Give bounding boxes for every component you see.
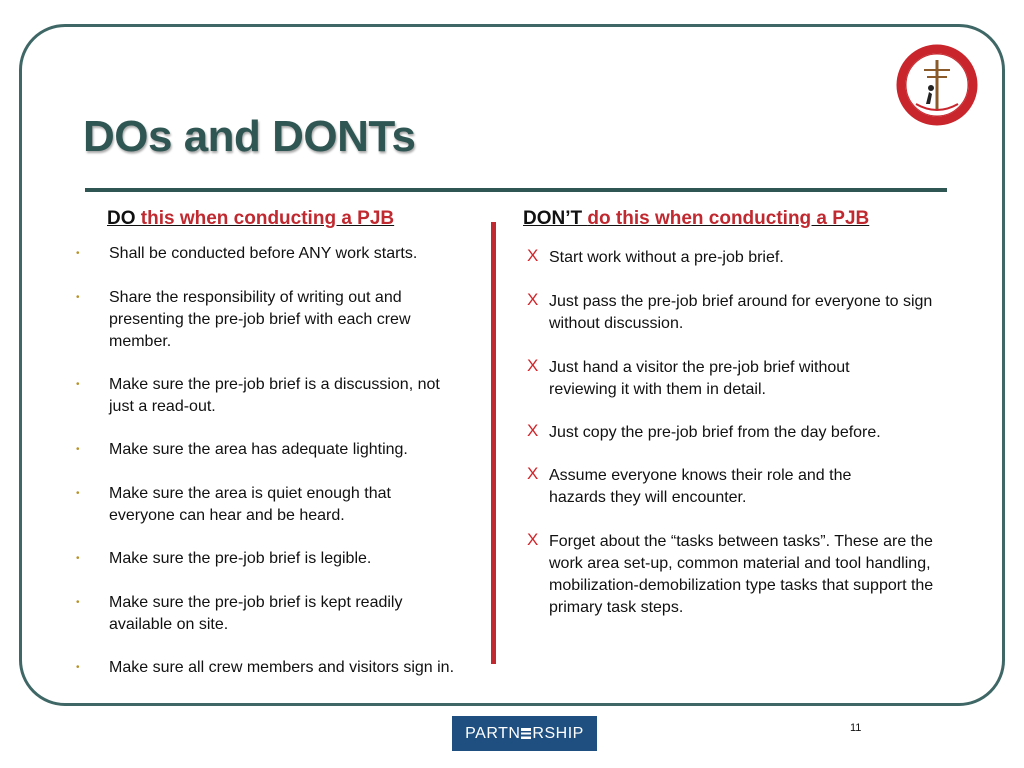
do-list-item: Make sure the pre-job brief is a discussion, not just a read-out. — [109, 376, 440, 415]
do-list-item: Make sure the pre-job brief is kept readily available on site. — [109, 594, 403, 633]
do-list-item: Shall be conducted before ANY work starts. — [109, 245, 418, 262]
do-list-item: Make sure the pre-job brief is legible. — [109, 550, 372, 567]
x-mark-icon: X — [527, 246, 539, 265]
do-heading — [107, 208, 394, 230]
bullet-icon: • — [76, 553, 80, 564]
bullet-icon: • — [76, 444, 80, 455]
bullet-icon: • — [76, 662, 80, 673]
x-mark-icon: X — [527, 356, 539, 375]
bullet-icon: • — [76, 597, 80, 608]
x-mark-icon: X — [527, 530, 539, 549]
dont-list-item: Just pass the pre-job brief around for everyone to sign without discussion. — [549, 293, 933, 332]
dont-list-item: Forget about the “tasks between tasks”. These are the work area set-up, common material and tool handling, mobilization-demobilization type tasks that support the primary task steps. — [549, 533, 934, 616]
emblem-logo-icon — [896, 44, 978, 126]
dont-list-item: Start work without a pre-job brief. — [549, 249, 784, 266]
do-list-item: Make sure the area has adequate lighting. — [109, 441, 408, 458]
do-list-item: Share the responsibility of writing out and presenting the pre-job brief with each crew member. — [109, 289, 411, 350]
x-mark-icon: X — [527, 290, 539, 309]
logo-separator-icon — [521, 728, 531, 739]
column-divider — [491, 222, 496, 664]
bullet-icon: • — [76, 292, 80, 303]
slide-title: DOs and DONTs — [83, 112, 416, 161]
do-list-item: Make sure the area is quiet enough that everyone can hear and be heard. — [109, 485, 391, 524]
partnership-logo: PARTN RSHIP — [452, 716, 597, 751]
dont-heading — [523, 208, 869, 230]
x-mark-icon: X — [527, 464, 539, 483]
dont-heading-prefix: DON’T — [523, 208, 588, 229]
title-divider — [85, 188, 947, 192]
dont-list-item: Assume everyone knows their role and the hazards they will encounter. — [549, 467, 852, 506]
bullet-icon: • — [76, 379, 80, 390]
bullet-icon: • — [76, 488, 80, 499]
page-number: 11 — [850, 722, 862, 734]
do-heading-rest: this when conducting a PJB — [135, 208, 395, 229]
do-heading-prefix: DO — [107, 208, 136, 229]
dont-heading-rest: do this when conducting a PJB — [587, 208, 870, 229]
do-list-item: Make sure all crew members and visitors sign in. — [109, 659, 455, 676]
dont-list-item: Just copy the pre-job brief from the day before. — [549, 424, 881, 441]
dont-list-item: Just hand a visitor the pre-job brief without reviewing it with them in detail. — [549, 359, 850, 398]
x-mark-icon: X — [527, 421, 539, 440]
bullet-icon: • — [76, 248, 80, 259]
